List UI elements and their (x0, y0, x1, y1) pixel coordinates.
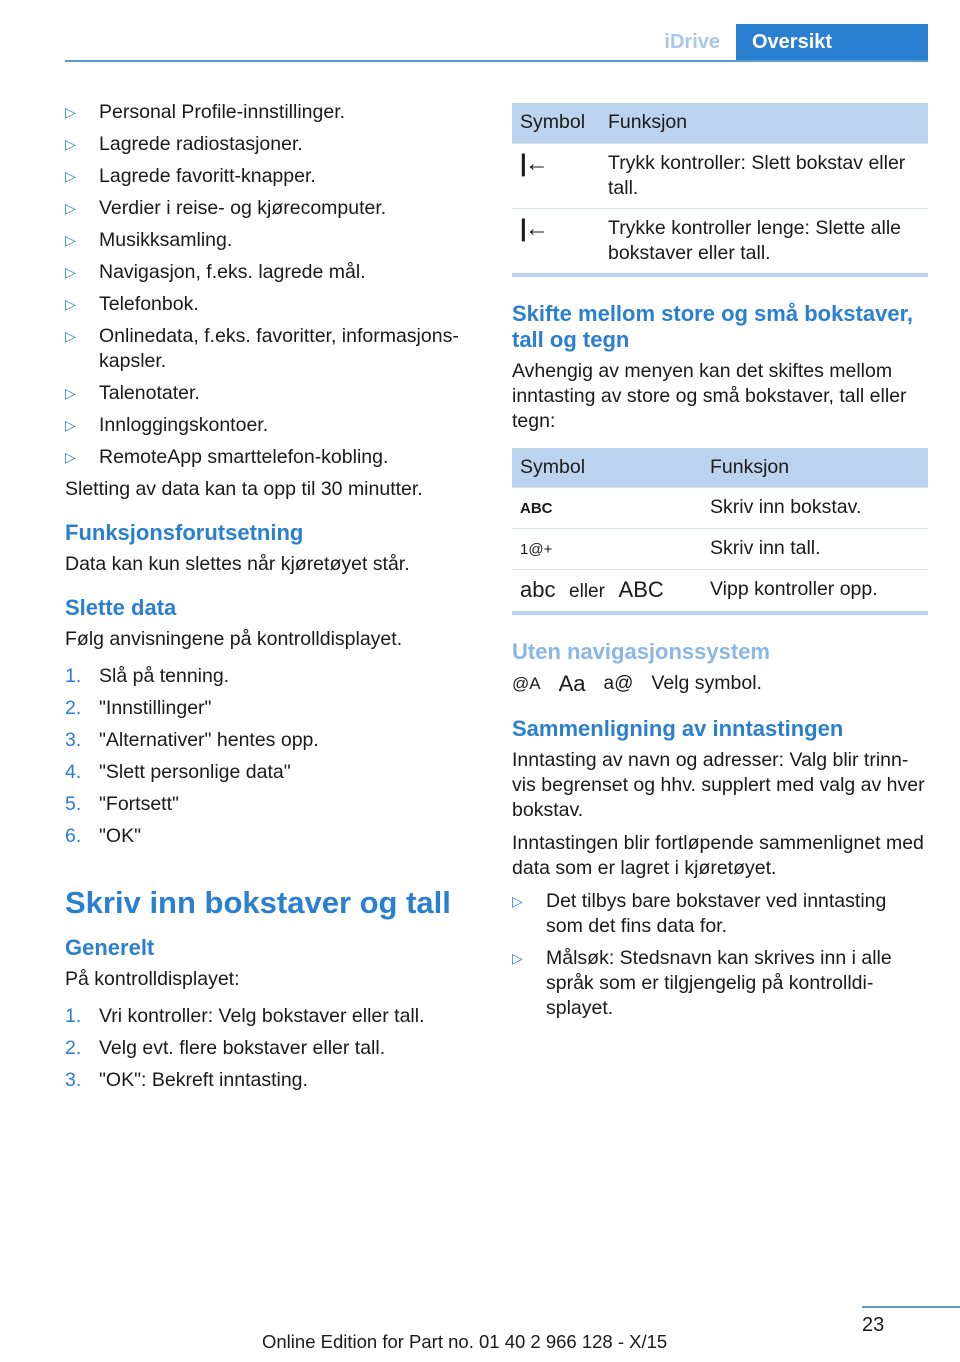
right-column (512, 103, 928, 1028)
list-item: ▷ Innloggingskontoer. (65, 414, 269, 436)
heading-skriv-inn: Skriv inn bokstaver og tall (65, 885, 451, 920)
velg-symbol-text: Velg symbol. (651, 672, 762, 694)
list-item: 6. "OK" (65, 825, 142, 847)
list-item: 4. "Slett personlige data" (65, 761, 291, 783)
heading-funksjonsforutsetning: Funksjonsforutsetning (65, 520, 304, 545)
generelt-text: På kontrolldisplayet: (65, 968, 240, 990)
triangle-bullet-icon: ▷ (65, 417, 76, 433)
list-item: ▷ Onlinedata, f.eks. favoritter, informasjons-kapsler. (65, 325, 459, 372)
slette-steps (65, 664, 471, 849)
col-header-symbol: Symbol (512, 103, 600, 143)
uppercase-letters-icon: ABC (520, 500, 553, 517)
triangle-bullet-icon: ▷ (65, 232, 76, 248)
heading-uten-nav: Uten navigasjonssystem (512, 639, 770, 664)
triangle-bullet-icon: ▷ (65, 104, 76, 120)
table-row: 1@+ Skriv inn tall. (512, 529, 928, 570)
backspace-icon: |← (520, 149, 547, 177)
data-list (65, 100, 471, 470)
triangle-bullet-icon: ▷ (65, 449, 76, 465)
col-header-symbol: Symbol (512, 448, 702, 488)
funksjon-text: Data kan kun slettes når kjøretøyet står. (65, 553, 410, 575)
symbol-table-delete (512, 103, 928, 277)
table-row: |← Trykke kontroller lenge: Slette alle bokstaver eller tall. (512, 208, 928, 275)
at-uppercase-icon: @A (512, 674, 541, 693)
sammen-p1: Inntasting av navn og adresser: Valg blir trinn-vis begrenset og hhv. supplert med valg av hver bokstav. (512, 749, 925, 821)
generelt-steps (65, 1004, 471, 1093)
list-item: ▷ Det tilbys bare bokstaver ved inntasting som det fins data for. (512, 890, 887, 937)
uppercase-abc-icon: ABC (618, 577, 664, 602)
list-item: ▷ Talenotater. (65, 382, 200, 404)
triangle-bullet-icon: ▷ (65, 200, 76, 216)
numbers-symbols-icon: 1@+ (520, 541, 553, 558)
tab-idrive[interactable]: iDrive (664, 31, 720, 53)
triangle-bullet-icon: ▷ (512, 893, 523, 909)
list-item: 2. Velg evt. flere bokstaver eller tall. (65, 1037, 386, 1059)
list-item: ▷ Musikksamling. (65, 229, 233, 251)
symbol-select-row (512, 671, 928, 696)
sammen-list (512, 889, 928, 1021)
triangle-bullet-icon: ▷ (65, 385, 76, 401)
footer-rule (862, 1306, 960, 1308)
list-item: ▷ RemoteApp smarttelefon-kobling. (65, 446, 389, 468)
heading-skifte: Skifte mellom store og små bokstaver, tall og tegn (512, 300, 914, 352)
page-header (65, 24, 928, 62)
skifte-text: Avhengig av menyen kan det skiftes mellom inntasting av store og små bokstaver, tall eller tegn: (512, 359, 907, 432)
list-item: 1. Slå på tenning. (65, 665, 230, 687)
sammen-p2: Inntastingen blir fortløpende sammenlignet med data som er lagret i kjøretøyet. (512, 832, 924, 879)
triangle-bullet-icon: ▷ (512, 950, 523, 966)
heading-generelt: Generelt (65, 935, 155, 960)
list-item: 5. "Fortsett" (65, 793, 179, 815)
page-number: 23 (862, 1314, 885, 1336)
slette-text: Følg anvisningene på kontrolldisplayet. (65, 628, 403, 650)
lowercase-at-icon: a@ (603, 673, 634, 694)
table-row: |← Trykk kontroller: Slett bokstav eller tall. (512, 143, 928, 208)
triangle-bullet-icon: ▷ (65, 264, 76, 280)
list-item: ▷ Målsøk: Stedsnavn kan skrives inn i alle språk som er tilgjengelig på kontrolldi-splayet. (512, 947, 892, 1019)
backspace-icon: |← (520, 214, 547, 242)
deletion-note: Sletting av data kan ta opp til 30 minutter. (65, 478, 423, 500)
left-column (65, 100, 471, 1100)
lowercase-abc-icon: abc (520, 577, 556, 602)
triangle-bullet-icon: ▷ (65, 168, 76, 184)
table-row: ABC Skriv inn bokstav. (512, 488, 928, 529)
heading-sammenligning: Sammenligning av inntastingen (512, 716, 844, 741)
list-item: ▷ Navigasjon, f.eks. lagrede mål. (65, 261, 366, 283)
list-item: ▷ Telefonbok. (65, 293, 199, 315)
table-row: abc eller ABC Vipp kontroller opp. (512, 570, 928, 614)
list-item: ▷ Lagrede radiostasjoner. (65, 133, 303, 155)
header-rule (65, 60, 928, 62)
triangle-bullet-icon: ▷ (65, 296, 76, 312)
list-item: ▷ Verdier i reise- og kjørecomputer. (65, 197, 387, 219)
eller-label: eller (569, 581, 605, 602)
list-item: 2. "Innstillinger" (65, 697, 212, 719)
col-header-funksjon: Funksjon (702, 448, 928, 488)
case-switch-icon: Aa (558, 671, 586, 696)
symbol-table-case (512, 448, 928, 616)
list-item: 3. "Alternativer" hentes opp. (65, 729, 319, 751)
tab-oversikt[interactable]: Oversikt (736, 24, 928, 60)
list-item: ▷ Personal Profile-innstillinger. (65, 101, 346, 123)
list-item: ▷ Lagrede favoritt-knapper. (65, 165, 316, 187)
triangle-bullet-icon: ▷ (65, 136, 76, 152)
edition-footer: Online Edition for Part no. 01 40 2 966 128 - X/15 (262, 1331, 668, 1352)
col-header-funksjon: Funksjon (600, 103, 928, 143)
list-item: 3. "OK": Bekreft inntasting. (65, 1069, 308, 1091)
list-item: 1. Vri kontroller: Velg bokstaver eller tall. (65, 1005, 425, 1027)
heading-slette-data: Slette data (65, 595, 177, 620)
triangle-bullet-icon: ▷ (65, 328, 76, 344)
